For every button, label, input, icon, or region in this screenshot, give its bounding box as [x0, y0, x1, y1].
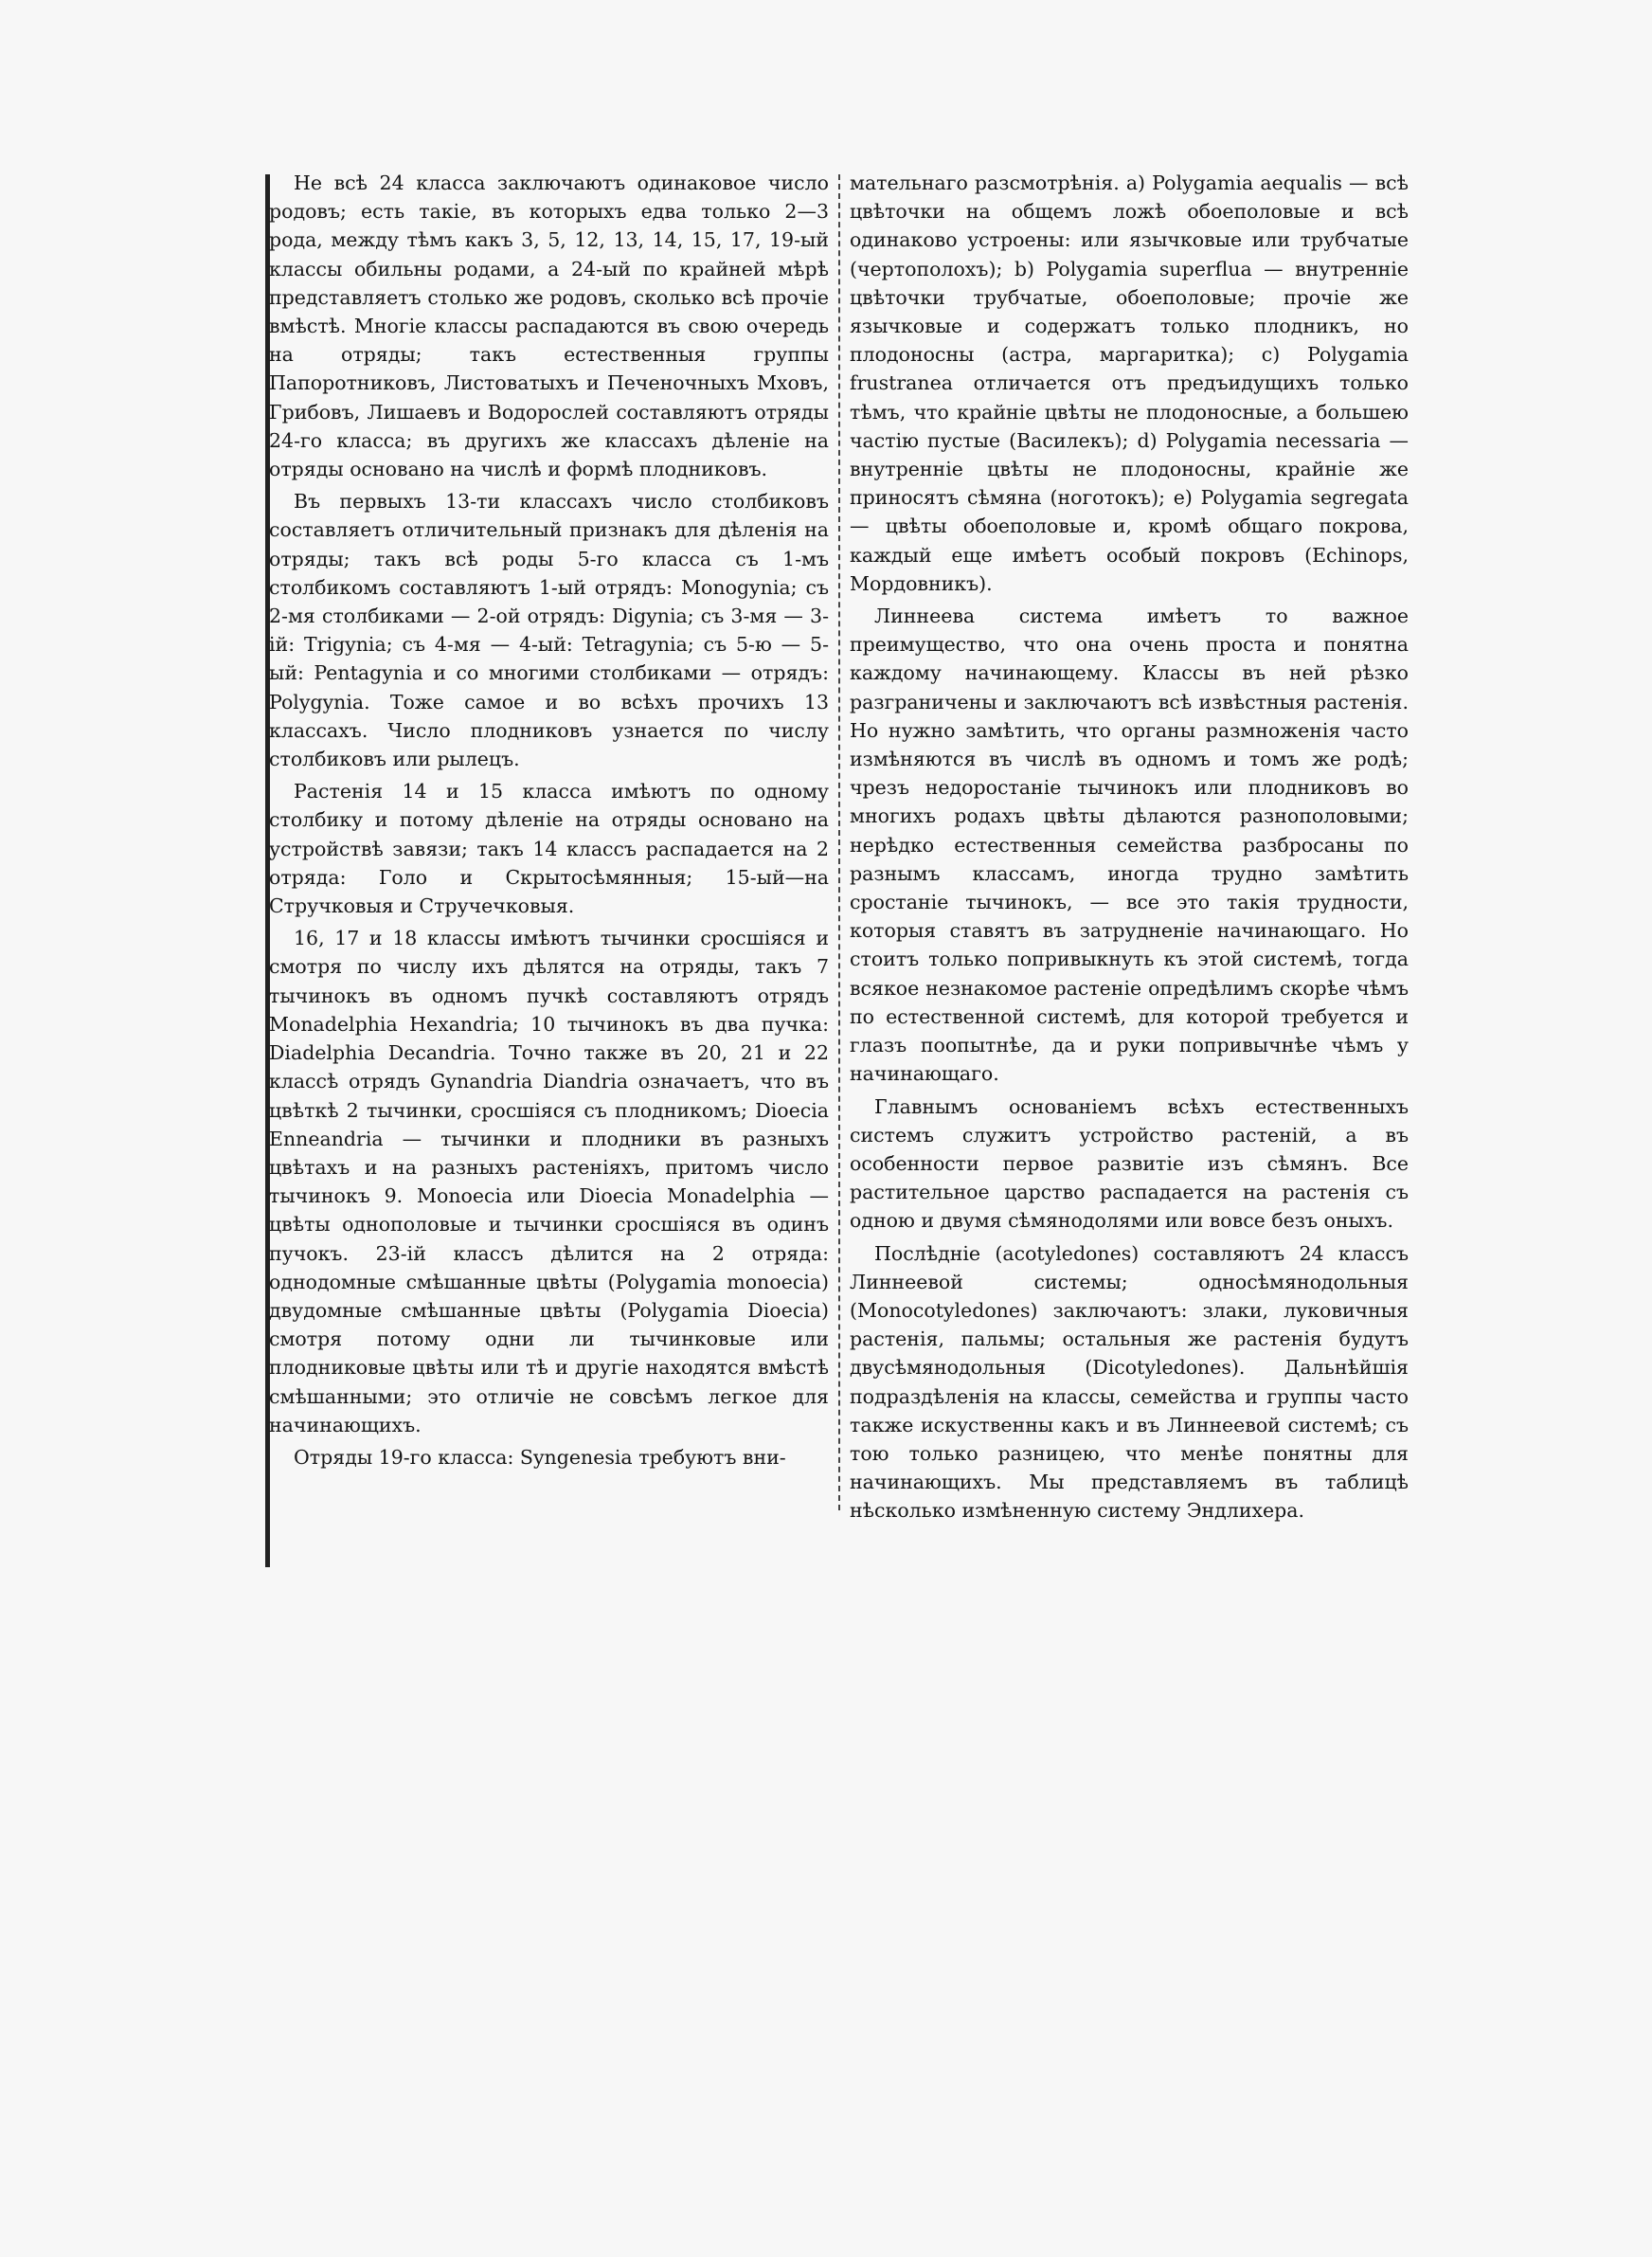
paragraph: Главнымъ основаніемъ всѣхъ естественныхъ системъ служитъ устройство растеній, а въ особенности первое развитіе изъ сѣмянъ. Все растительное царство распадается на растенія съ одною и двумя сѣмянодолями или вовсе безъ оныхъ.	[850, 1094, 1409, 1233]
right-column	[850, 169, 1409, 1529]
column-divider	[838, 174, 840, 1510]
paragraph: Линнеева система имѣетъ то важное преимущество, что она очень проста и понятна каждому начинающему. Классы въ ней рѣзко разграничены и заключаютъ всѣ извѣстныя растенія. Но нужно замѣтить, что органы размноженія часто измѣняются въ числѣ въ одномъ и томъ же родѣ; чрезъ недоростаніе тычинокъ или плодниковъ во многихъ родахъ цвѣты дѣлаются разнополовыми; нерѣдко естественныя семейства разбросаны по разнымъ классамъ, иногда трудно замѣтить сростаніе тычинокъ, — все это такія трудности, которыя ставятъ въ затрудненіе начинающаго. Но стоитъ только попривыкнуть къ этой системѣ, тогда всякое незнакомое растеніе опредѣлимъ скорѣе чѣмъ по естественной системѣ, для которой требуется и глазъ поопытнѣе, да и руки попривычнѣе чѣмъ у начинающаго.	[850, 605, 1409, 1086]
paragraph: 16, 17 и 18 классы имѣютъ тычинки сросшіяся и смотря по числу ихъ дѣлятся на отряды, такъ 7 тычинокъ въ одномъ пучкѣ составляютъ отрядъ Monadelphia Hexandria; 10 тычинокъ въ два пучка: Diadelphia Decandria. Точно также въ 20, 21 и 22 классѣ отрядъ Gynandria Diandria означаетъ, что въ цвѣткѣ 2 тычинки, сросшіяся съ плодникомъ; Dioecia Enneandria — тычинки и плодники въ разныхъ цвѣтахъ и на разныхъ растеніяхъ, притомъ число тычинокъ 9. Monoecia или Dioecia Monadelphia — цвѣты однополовые и тычинки сросшіяся въ одинъ пучокъ. 23-ій классъ дѣлится на 2 отряда: однодомные смѣшанные цвѣты (Polygamia monoecia) двудомные смѣшанные цвѣты (Polygamia Dioecia) смотря потому одни ли тычинковые или плодниковые цвѣты или тѣ и другіе находятся вмѣстѣ смѣшанными; это отличіе не совсѣмъ легкое для начинающихъ.	[269, 927, 829, 1436]
book-page	[265, 169, 1411, 1609]
paragraph: Въ первыхъ 13-ти классахъ число столбиковъ составляетъ отличительный признакъ для дѣленія на отряды; такъ всѣ роды 5-го класса съ 1-мъ столбикомъ составляютъ 1-ый отрядъ: Monogynia; съ 2-мя столбиками — 2-ой отрядъ: Digynia; съ 3-мя — 3-ій: Trigynia; съ 4-мя — 4-ый: Tetragynia; съ 5-ю — 5-ый: Pentagynia и со многими столбиками — отрядъ: Polygynia. Тоже самое и во всѣхъ прочихъ 13 классахъ. Число плодниковъ узнается по числу столбиковъ или рылецъ.	[269, 490, 829, 771]
paragraph: мательнаго разсмотрѣнія. a) Polygamia aequalis — всѣ цвѣточки на общемъ ложѣ обоеполовые и всѣ одинаково устроены: или язычковые или трубчатые (чертополохъ); b) Polygamia superflua — внутренніе цвѣточки трубчатые, обоеполовые; прочіе же язычковые и содержатъ только плодникъ, но плодоносны (астра, маргаритка); c) Polygamia frustranea отличается отъ предъидущихъ только тѣмъ, что крайніе цвѣты не плодоносные, а большею частію пустые (Василекъ); d) Polygamia necessaria — внутренніе цвѣты не плодоносны, крайніе же приносятъ сѣмяна (ноготокъ); e) Polygamia segregata — цвѣты обоеполовые и, кромѣ общаго покрова, каждый еще имѣетъ особый покровъ (Echinops, Мордовникъ).	[850, 172, 1409, 595]
paragraph: Отряды 19-го класса: Syngenesia требуютъ вни-	[294, 1445, 786, 1469]
paragraph: Растенія 14 и 15 класса имѣютъ по одному столбику и потому дѣленіе на отряды основано на устройствѣ завязи; такъ 14 классъ распадается на 2 отряда: Голо и Скрытосѣмянныя; 15-ый—на Стручковыя и Стручечковыя.	[269, 780, 829, 918]
paragraph: Послѣдніе (acotyledones) составляютъ 24 классъ Линнеевой системы; односѣмянодольныя (Monocotyledones) заключаютъ: злаки, луковичныя растенія, пальмы; остальныя же растенія будутъ двусѣмянодольныя (Dicotyledones). Дальнѣйшія подраздѣленія на классы, семейства и группы часто также искуственны какъ и въ Линнеевой системѣ; съ тою только разницею, что менѣе понятны для начинающихъ. Мы представляемъ въ таблицѣ нѣсколько измѣненную систему Эндлихера.	[850, 1241, 1409, 1523]
left-column	[265, 169, 829, 1475]
paragraph: Не всѣ 24 класса заключаютъ одинаковое число родовъ; есть такіе, въ которыхъ едва только 2—3 рода, между тѣмъ какъ 3, 5, 12, 13, 14, 15, 17, 19-ый классы обильны родами, а 24-ый по крайней мѣрѣ представляетъ столько же родовъ, сколько всѣ прочіе вмѣстѣ. Многіе классы распадаются въ свою очередь на отряды; такъ естественныя группы Папоротниковъ, Листоватыхъ и Печеночныхъ Мховъ, Грибовъ, Лишаевъ и Водорослей составляютъ отряды 24-го класса; въ другихъ же классахъ дѣленіе на отряды основано на числѣ и формѣ плодниковъ.	[269, 172, 829, 481]
